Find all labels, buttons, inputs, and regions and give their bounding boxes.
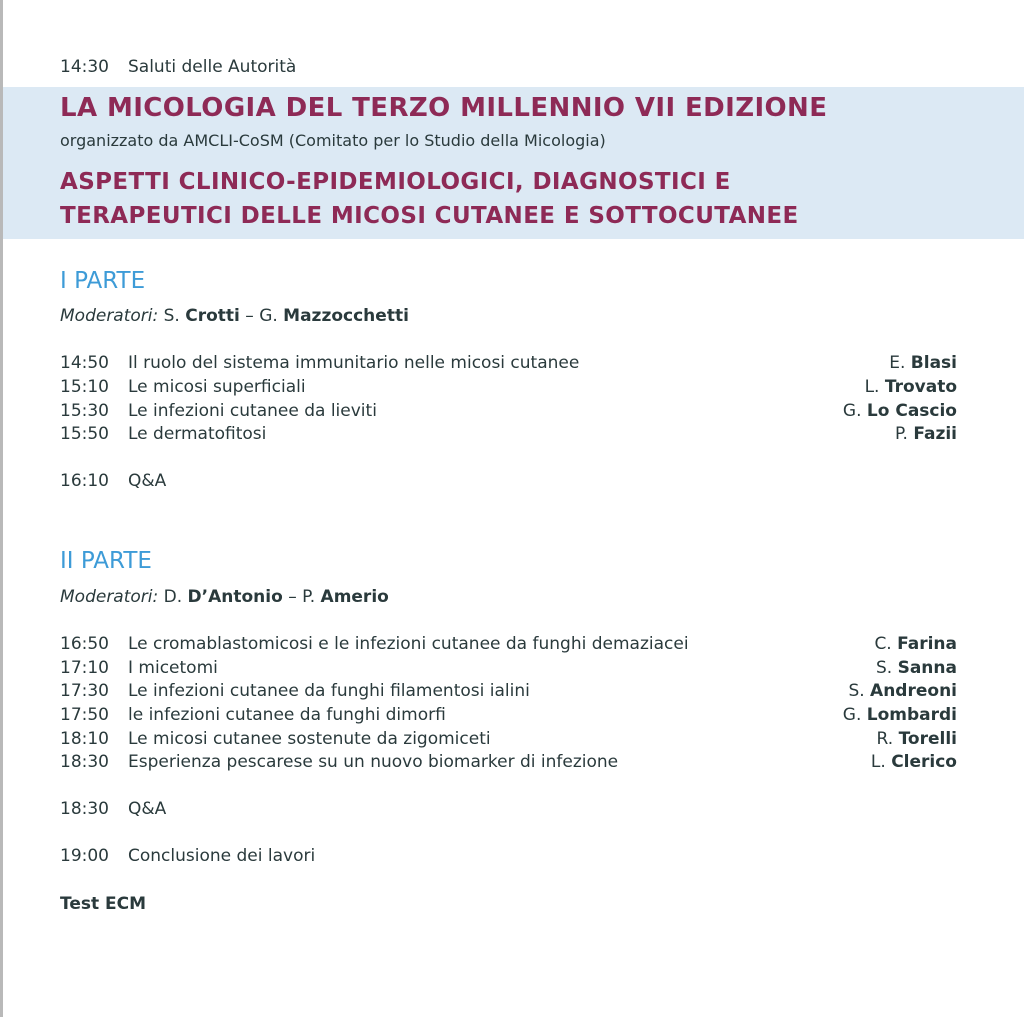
speaker-surname: Andreoni [870, 681, 957, 701]
talk-title: le infezioni cutanee da funghi dimorfi [128, 705, 446, 725]
talk-row [60, 376, 957, 398]
speaker-surname: Sanna [897, 658, 957, 678]
session-time: 16:10 [60, 471, 109, 491]
session-title: Saluti delle Autorità [128, 57, 297, 77]
talk-title: Le infezioni cutanee da lieviti [128, 401, 377, 421]
talk-row [60, 704, 957, 726]
speaker-initial: G. [842, 705, 862, 725]
moderator-surname: D’Antonio [187, 587, 283, 607]
part-2-moderators [60, 586, 389, 608]
event-subtitle-line-1: ASPETTI CLINICO-EPIDEMIOLOGICI, DIAGNOSTICI E [60, 169, 731, 195]
talk-title: Le micosi cutanee sostenute da zigomiceti [128, 729, 491, 749]
talk-time: 18:10 [60, 729, 109, 749]
moderator-initial: S. [163, 306, 180, 326]
talk-time: 15:50 [60, 424, 109, 444]
moderator-separator: – [245, 306, 254, 326]
speaker-surname: Clerico [891, 752, 957, 772]
talk-time: 17:50 [60, 705, 109, 725]
talk-row [60, 423, 957, 445]
session-time: 14:30 [60, 57, 109, 77]
talk-time: 18:30 [60, 752, 109, 772]
talk-speaker [843, 704, 957, 726]
session-time: 19:00 [60, 846, 109, 866]
talk-time: 15:30 [60, 401, 109, 421]
talk-row [60, 657, 957, 679]
talk-row [60, 633, 957, 655]
talk-time: 17:10 [60, 658, 109, 678]
talk-speaker [874, 633, 957, 655]
speaker-initial: S. [848, 681, 865, 701]
event-title: LA MICOLOGIA DEL TERZO MILLENNIO VII EDIZIONE [60, 93, 828, 123]
event-subtitle [60, 165, 799, 233]
moderator-separator: – [288, 587, 297, 607]
speaker-initial: L. [864, 377, 880, 397]
talk-row [60, 680, 957, 702]
moderator-surname: Amerio [320, 587, 389, 607]
talk-row [60, 352, 957, 374]
talk-row [60, 751, 957, 773]
moderator-surname: Mazzocchetti [283, 306, 409, 326]
event-subtitle-line-2: TERAPEUTICI DELLE MICOSI CUTANEE E SOTTOCUTANEE [60, 203, 799, 229]
speaker-surname: Farina [897, 634, 957, 654]
talk-speaker [865, 376, 957, 398]
talk-row [60, 400, 957, 422]
talk-title: Esperienza pescarese su un nuovo biomarker di infezione [128, 752, 619, 772]
speaker-surname: Fazii [913, 424, 957, 444]
speaker-initial: S. [875, 658, 893, 678]
talk-time: 17:30 [60, 681, 109, 701]
talk-title: I micetomi [128, 658, 218, 678]
moderators-label: Moderatori: [60, 306, 159, 326]
part-2-heading: II PARTE [60, 548, 152, 574]
event-header-band [3, 87, 1024, 239]
speaker-surname: Lombardi [866, 705, 957, 725]
speaker-initial: L. [870, 752, 886, 772]
talk-speaker [876, 657, 957, 679]
talk-title: Le micosi superficiali [128, 377, 306, 397]
closing-row [60, 845, 957, 867]
session-time: 18:30 [60, 799, 109, 819]
talk-speaker [871, 751, 957, 773]
talk-title: Le cromablastomicosi e le infezioni cutanee da funghi demaziacei [128, 634, 689, 654]
talk-time: 15:10 [60, 377, 109, 397]
speaker-initial: C. [874, 634, 892, 654]
talk-speaker [877, 728, 957, 750]
speaker-surname: Torelli [898, 729, 957, 749]
moderator-initial: D. [163, 587, 183, 607]
event-organizer: organizzato da AMCLI-CoSM (Comitato per lo Studio della Micologia) [60, 131, 606, 150]
talk-speaker [848, 680, 957, 702]
speaker-initial: E. [889, 353, 906, 373]
opening-row [60, 56, 957, 78]
talk-title: Le infezioni cutanee da funghi filamentosi ialini [128, 681, 530, 701]
talk-time: 14:50 [60, 353, 109, 373]
speaker-initial: P. [894, 424, 908, 444]
session-title: Q&A [128, 471, 167, 491]
talk-title: Le dermatofitosi [128, 424, 267, 444]
talk-speaker [843, 400, 957, 422]
test-ecm-label: Test ECM [60, 894, 147, 914]
talk-row [60, 728, 957, 750]
moderators-label: Moderatori: [60, 587, 159, 607]
moderator-initial: G. [259, 306, 278, 326]
speaker-surname: Trovato [884, 377, 957, 397]
talk-title: Il ruolo del sistema immunitario nelle micosi cutanee [128, 353, 580, 373]
speaker-surname: Lo Cascio [866, 401, 957, 421]
talk-speaker [889, 352, 957, 374]
talk-speaker [895, 423, 957, 445]
session-title: Q&A [128, 799, 167, 819]
session-title: Conclusione dei lavori [128, 846, 316, 866]
qa-row [60, 470, 957, 492]
part-1-heading: I PARTE [60, 268, 146, 294]
speaker-surname: Blasi [910, 353, 957, 373]
moderator-initial: P. [302, 587, 316, 607]
part-1-moderators [60, 305, 409, 327]
talk-time: 16:50 [60, 634, 109, 654]
speaker-initial: G. [842, 401, 862, 421]
moderator-surname: Crotti [185, 306, 240, 326]
speaker-initial: R. [876, 729, 894, 749]
qa-row [60, 798, 957, 820]
